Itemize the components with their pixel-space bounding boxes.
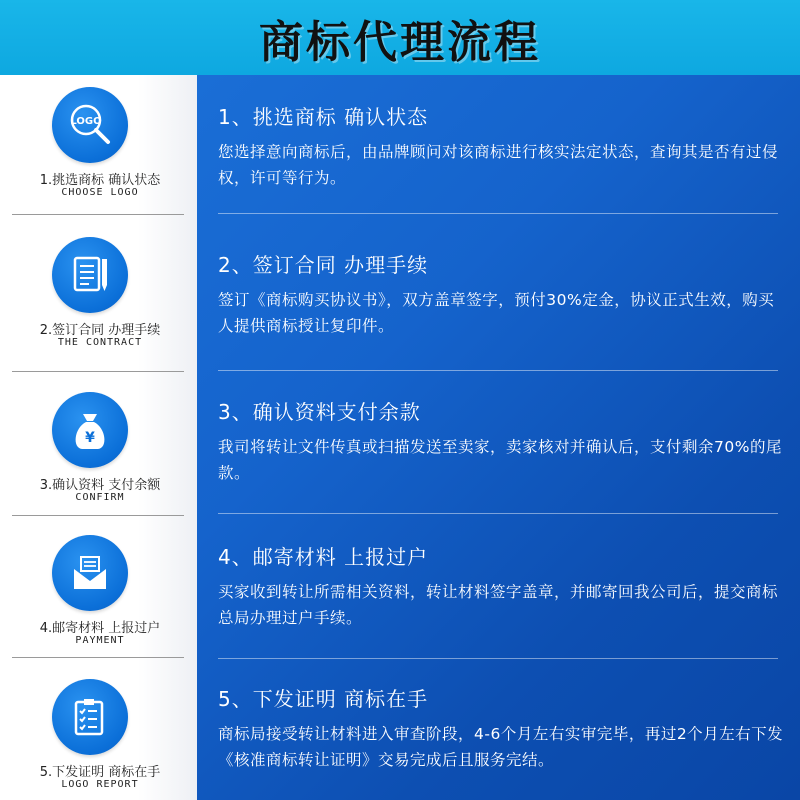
page-title: 商标代理流程 — [259, 16, 541, 68]
step-description: 商标局接受转让材料进入审查阶段，4-6个月左右实审完毕，再过2个月左右下发《核准商标转让证明》交易完成后且服务完结。 — [218, 725, 784, 769]
step-title: 3、确认资料支付余款 — [218, 400, 421, 424]
step-description: 买家收到转让所需相关资料，转让材料签字盖章，并邮寄回我公司后，提交商标总局办理过户手续。 — [218, 583, 779, 627]
yen-symbol: ¥ — [85, 430, 95, 446]
left-step-column — [0, 75, 197, 800]
step-description: 您选择意向商标后，由品牌顾问对该商标进行核实法定状态，查询其是否有过侵权，许可等行为。 — [218, 143, 779, 187]
step-description: 我司将转让文件传真或扫描发送至卖家，卖家核对并确认后，支付剩余70%的尾款。 — [218, 438, 782, 482]
step-1-detail — [218, 103, 788, 191]
step-2-detail — [218, 251, 788, 339]
left-step-label: 2.签订合同 办理手续 — [39, 323, 161, 338]
left-divider — [12, 657, 184, 658]
header-banner — [0, 0, 800, 75]
right-divider — [218, 658, 778, 659]
left-step-label: 5.下发证明 商标在手 — [39, 765, 161, 780]
checklist-clipboard-icon — [52, 679, 128, 755]
left-step-1 — [0, 75, 197, 222]
left-step-english: LOGO REPORT — [61, 779, 139, 790]
step-title: 1、挑选商标 确认状态 — [218, 105, 429, 129]
mail-envelope-icon — [52, 535, 128, 611]
left-step-2 — [0, 225, 197, 372]
left-step-3 — [0, 380, 197, 527]
logo-magnifier-icon — [52, 87, 128, 163]
left-step-label: 1.挑选商标 确认状态 — [39, 173, 161, 188]
step-description: 签订《商标购买协议书》，双方盖章签字，预付30%定金，协议正式生效，购买人提供商标授让复印件。 — [218, 291, 775, 335]
right-divider — [218, 213, 778, 214]
left-step-label: 3.确认资料 支付余额 — [39, 478, 161, 493]
right-divider — [218, 513, 778, 514]
step-5-detail — [218, 685, 788, 773]
left-step-label: 4.邮寄材料 上报过户 — [39, 621, 161, 636]
left-step-english: CONFIRM — [75, 492, 125, 503]
left-step-english: PAYMENT — [75, 635, 125, 646]
step-4-detail — [218, 543, 788, 631]
left-divider — [12, 371, 184, 372]
money-bag-icon — [52, 392, 128, 468]
contract-document-icon — [52, 237, 128, 313]
step-title: 5、下发证明 商标在手 — [218, 687, 429, 711]
left-step-english: THE CONTRACT — [57, 337, 143, 348]
step-3-detail — [218, 398, 788, 486]
logo-text: LOGO — [70, 116, 102, 127]
left-step-5 — [0, 667, 197, 800]
step-title: 2、签订合同 办理手续 — [218, 253, 429, 277]
left-step-4 — [0, 523, 197, 670]
left-step-english: CHOOSE LOGO — [61, 187, 139, 198]
right-divider — [218, 370, 778, 371]
left-divider — [12, 515, 184, 516]
step-title: 4、邮寄材料 上报过户 — [218, 545, 429, 569]
left-divider — [12, 214, 184, 215]
